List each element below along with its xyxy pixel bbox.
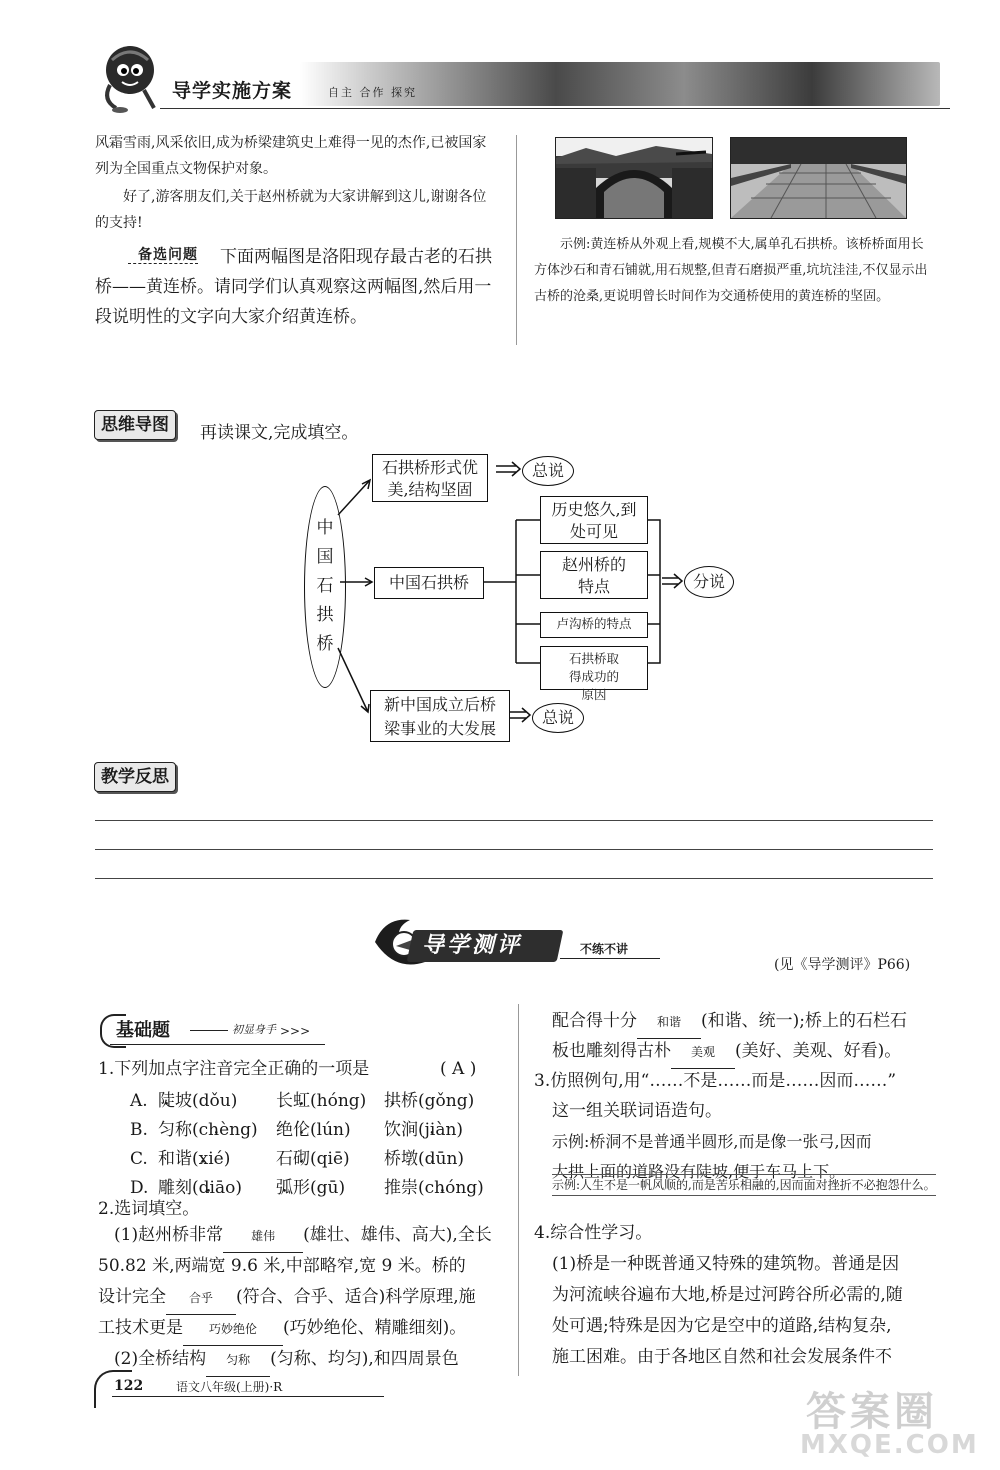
center-char: 国 [316,547,334,567]
dotted-char: 拱 • [384,1091,401,1111]
q2-text: (巧妙绝伦、精雕细刻)。 [283,1318,467,1338]
dotted-char: 崇(chóng) • [401,1178,484,1198]
opt-char: 形 [293,1178,310,1198]
center-char: 拱 [316,605,334,625]
mindmap-mid-oval: 分说 [684,566,734,598]
example-huanglian-bridge: 示例:黄连桥从外观上看,规模不大,属单孔石拱桥。该桥桥面用长方体沙石和青石铺就,用石规整,但青石磨损严重,坑坑洼洼,不仅显示出古桥的沧桑,更说明曾长时间作为交通桥使用的黄连桥的坚固。 [534,237,928,304]
opt-word [384,1173,484,1204]
watermark-bottom: MXQE.COM [800,1430,979,1460]
q1-option-b [130,1115,510,1144]
page-number: 122 [114,1378,144,1394]
q2-cont-line1 [552,1006,907,1039]
opt-word [276,1173,345,1204]
q2-cont-line2 [552,1036,901,1069]
q2-text: 工技术更是 [98,1318,183,1338]
q2-line2: 50.82 米,两端宽 9.6 米,中部略窄,宽 9 米。桥的 [98,1256,466,1276]
mindmap-sub-box-2: 赵州桥的特点 [540,551,648,599]
dotted-char: 伦 • [293,1120,310,1140]
q1-option-a [130,1086,510,1115]
opt-rest: (lún) [310,1120,351,1140]
writing-line [95,878,933,879]
q2-text: 配合得十分 [552,1011,637,1031]
opt-word [276,1115,351,1146]
q3-answer: 示例:人生不是一帆风顺的,而是苦乐相融的,因而面对挫折不必抱怨什么。 [552,1174,936,1196]
q2-stem: 2.选词填空。 [98,1199,200,1219]
q2-line3 [98,1282,476,1315]
basics-title-dash [190,1030,228,1031]
q2-text: (2)全桥结构 [114,1349,207,1369]
q2-text: (1)赵州桥非常 [114,1225,224,1245]
q2-line5 [114,1344,459,1377]
q1-stem: 1.下列加点字注音完全正确的一项是 [98,1059,370,1079]
q2-line1 [114,1220,492,1253]
dotted-char: 涧(jiàn) • [401,1120,463,1140]
opt-letter: B. [130,1120,148,1140]
paragraph-intro-end: 风霜雪雨,风采依旧,成为桥梁建筑史上难得一见的杰作,已被国家列为全国重点文物保护对象。 [95,135,487,177]
q2-text: 板也雕刻得古朴 [552,1041,671,1061]
q4-stem: 4.综合性学习。 [534,1223,653,1243]
opt-char: 推 [384,1178,401,1198]
opt-rest: (hóng) [310,1091,367,1111]
opt-rest: 桥(gǒng) [401,1091,475,1111]
q3-example-2: 大拱上面的道路没有陡坡,便于车马上下。 [552,1162,846,1181]
mindmap-bottom-box: 新中国成立后桥梁事业的大发展 [370,690,510,742]
opt-letter: C. [130,1149,148,1169]
opt-char: 绝 [276,1120,293,1140]
mindmap-sub-box-4: 石拱桥取得成功的原因 [540,646,648,690]
center-char: 中 [316,518,334,538]
opt-letter: D. [130,1178,149,1198]
q1-options [130,1086,510,1202]
q1-answer: ( A ) [440,1059,477,1079]
writing-line [95,849,933,850]
section-banner-rule [560,958,660,959]
footer-rule [112,1396,384,1397]
dotted-char: 陡 • [158,1091,175,1111]
mindmap-instruction: 再读课文,完成填空。 [200,423,359,443]
opt-char: 匀 [158,1120,175,1140]
dotted-char: 砌 • [293,1149,310,1169]
opt-word [384,1144,464,1175]
q3-example-1: 示例:桥洞不是普通半圆形,而是像一张弓,因而 [552,1132,872,1151]
opt-word [384,1086,474,1117]
mindmap-label: 思维导图 [94,410,176,440]
opt-word [158,1115,258,1146]
q2-text: (美好、美观、好看)。 [735,1041,902,1061]
q2-answer-3: 巧妙绝伦 [183,1314,283,1346]
q4-line4: 施工困难。由于各地区自然和社会发展条件不 [552,1347,892,1367]
basics-title: 基础题 [116,1020,170,1041]
header-title: 导学实施方案 [172,80,293,102]
q1-option-c [130,1144,510,1173]
header-subtitle: 自主 合作 探究 [328,86,417,99]
reference-note: (见《导学测评》P66) [774,957,911,973]
mindmap-center-text [304,514,346,659]
q2-answer-1: 雄伟 [223,1221,303,1253]
q2-answer-4: 匀称 [206,1345,270,1377]
center-char: 桥 [316,634,334,654]
opt-char: 桥 [384,1149,401,1169]
q2-answer-2: 合乎 [166,1283,236,1315]
q2-text: (符合、合乎、适合)科学原理,施 [236,1287,476,1307]
q3-stem-1: 3.仿照例句,用“……不是……而是……因而……” [534,1071,897,1091]
paragraph-thanks: 好了,游客朋友们,关于赵州桥就为大家讲解到这儿,谢谢各位的支持! [95,189,487,231]
opt-char: 长 [276,1091,293,1111]
opt-word [158,1144,230,1175]
basics-underline [110,1044,325,1045]
footer-book-title: 语文八年级(上册)·R [176,1380,283,1394]
dotted-char: 称(chèng) • [175,1120,258,1140]
q4-line2: 为河流峡谷遍布大地,桥是过河跨谷所必需的,随 [552,1285,903,1305]
q2-text: (和谐、统一);桥上的石栏石 [701,1011,907,1031]
opt-word [384,1115,463,1146]
optional-question-label: 备选问题 [128,247,198,264]
watermark-top: 答案圈 [806,1389,938,1435]
opt-rest: (qiē) [310,1149,350,1169]
q2-text: (雄壮、雄伟、高大),全长 [303,1225,492,1245]
dotted-char: 刻(diāo) • [175,1178,242,1198]
writing-line [95,820,933,821]
q4-line1: (1)桥是一种既普通又特殊的建筑物。普通是因 [552,1254,900,1274]
opt-char: 饮 [384,1120,401,1140]
q3-stem-2: 这一组关联词语造句。 [552,1101,722,1121]
q2-answer-5: 和谐 [637,1007,701,1039]
bottom-column-divider [518,1004,519,1376]
mindmap-mid-box: 中国石拱桥 [374,567,484,599]
opt-word [276,1144,350,1175]
mindmap-top-box: 石拱桥形式优美,结构坚固 [372,454,488,502]
opt-rest: 坡(dǒu) [175,1091,238,1111]
mindmap-sub-box-1: 历史悠久,到处可见 [540,496,648,544]
q2-text: ,和四周景色 [368,1349,459,1369]
section-banner-title: 导学测评 [422,933,523,958]
opt-char: 和 [158,1149,175,1169]
dotted-char: 虹 • [293,1091,310,1111]
dotted-char: 弧 • [276,1178,293,1198]
basics-title-arrows: >>> [280,1024,311,1038]
section-banner-tagline: 不练不讲 [580,942,629,956]
dotted-char: 谐(xié) • [175,1149,230,1169]
mindmap-top-oval: 总说 [522,456,574,486]
opt-letter: A. [130,1091,148,1111]
q2-line4 [98,1313,466,1346]
mindmap-sub-box-3: 卢沟桥的特点 [540,612,648,638]
q4-line3: 处可遇;特殊是因为它是空中的道路,结构复杂, [552,1316,892,1336]
q2-answer-6: 美观 [671,1037,735,1069]
basics-subtitle: 初显身手 [232,1023,276,1036]
opt-rest: (gū) [310,1178,346,1198]
q2-text: (匀称、均匀) [270,1349,369,1369]
mindmap-bottom-oval: 总说 [532,703,584,733]
dotted-char: 墩(dūn) • [401,1149,464,1169]
opt-char: 石 [276,1149,293,1169]
reflection-label: 教学反思 [94,762,176,792]
opt-word [158,1086,237,1117]
opt-word [276,1086,366,1117]
optional-question-body: 下面两幅图是洛阳现存最古老的石拱桥——黄连桥。请同学们认真观察这两幅图,然后用一段说明性的文字向大家介绍黄连桥。 [95,247,492,327]
center-char: 石 [316,576,334,596]
opt-char: 雕 [158,1178,175,1198]
q2-text: 设计完全 [98,1287,166,1307]
